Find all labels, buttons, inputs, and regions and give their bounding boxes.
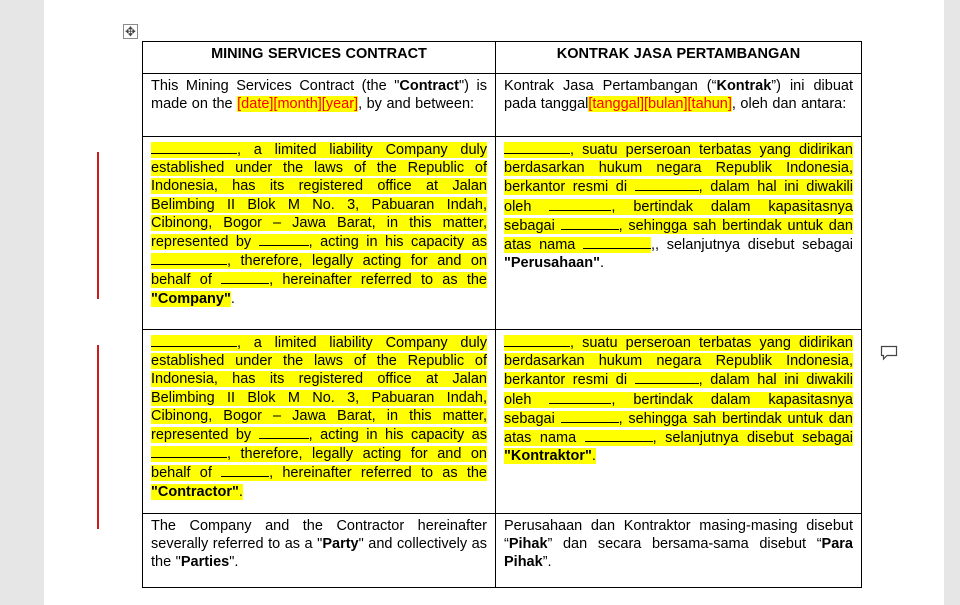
parties-en-cell[interactable]: The Company and the Contractor hereinafter severally referred to as a "Party" and collectively as the "Parties". [143,514,496,588]
table-row [143,74,862,137]
change-bar [97,152,99,299]
contract-table [142,41,862,588]
party1-en-cell[interactable]: , a limited liability Company duly established under the laws of the Republic of Indonesia, has its registered office at Jalan Belimbing II Blok M No. 3, Pabuaran Indah, Cibinong, Bogor – Jawa Barat, in this matter, represented by , acting in his capacity as , therefore, legally acting for and on behalf of , hereinafter referred to as the "Company". [143,137,496,330]
parties-id-cell[interactable]: Perusahaan dan Kontraktor masing-masing disebut “Pihak” dan secara bersama-sama disebut “Para Pihak”. [496,514,862,588]
intro-en-cell[interactable]: This Mining Services Contract (the "Contract") is made on the [date][month][year], by and between: [143,74,496,137]
party2-id-cell[interactable]: , suatu perseroan terbatas yang didirikan berdasarkan hukum negara Republik Indonesia, berkantor resmi di , dalam hal ini diwakili oleh , bertindak dalam kapasitasnya sebagai , sehingga sah bertindak untuk dan atas nama , selanjutnya disebut sebagai "Kontraktor". [496,330,862,514]
header-id[interactable]: KONTRAK JASA PERTAMBANGAN [496,42,862,74]
intro-id-cell[interactable]: Kontrak Jasa Pertambangan (“Kontrak”) ini dibuat pada tanggal[tanggal][bulan][tahun], oleh dan antara: [496,74,862,137]
header-en[interactable]: MINING SERVICES CONTRACT [143,42,496,74]
change-bar [97,345,99,529]
table-row [143,137,862,330]
date-placeholder: [date][month][year] [237,96,359,113]
party1-id-cell[interactable]: , suatu perseroan terbatas yang didirikan berdasarkan hukum negara Republik Indonesia, berkantor resmi di , dalam hal ini diwakili oleh , bertindak dalam kapasitasnya sebagai , sehingga sah bertindak untuk dan atas nama ,, selanjutnya disebut sebagai "Perusahaan". [496,137,862,330]
party2-en-cell[interactable]: , a limited liability Company duly established under the laws of the Republic of Indonesia, has its registered office at Jalan Belimbing II Blok M No. 3, Pabuaran Indah, Cibinong, Bogor – Jawa Barat, in this matter, represented by , acting in his capacity as , therefore, legally acting for and on behalf of , hereinafter referred to as the "Contractor". [143,330,496,514]
comment-icon[interactable] [880,345,898,361]
date-placeholder: [tanggal][bulan][tahun] [588,96,732,113]
table-row [143,330,862,514]
table-row [143,514,862,588]
table-row [143,42,862,74]
table-move-handle-icon[interactable]: ✥ [123,24,138,39]
